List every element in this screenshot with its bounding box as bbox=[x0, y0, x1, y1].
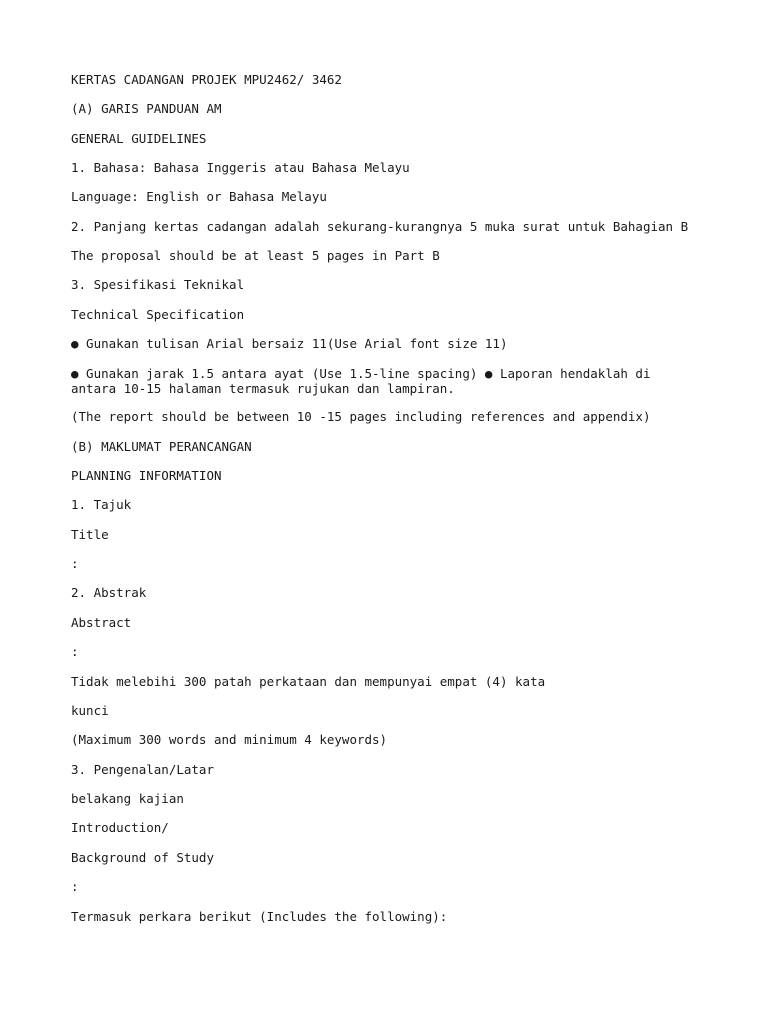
item-3-intro-cont: belakang kajian bbox=[71, 791, 184, 806]
item-3-intro-en-cont: Background of Study bbox=[71, 850, 214, 865]
section-a-heading: (A) GARIS PANDUAN AM bbox=[71, 101, 222, 116]
item-2-abstract: 2. Abstrak bbox=[71, 585, 147, 600]
guideline-3: 3. Spesifikasi Teknikal bbox=[71, 277, 245, 292]
guideline-2: 2. Panjang kertas cadangan adalah sekurang-kurangnya 5 muka surat untuk Bahagian B bbox=[71, 219, 689, 234]
bullet-font: ● Gunakan tulisan Arial bersaiz 11(Use Arial font size 11) bbox=[71, 336, 508, 351]
guideline-3-en: Technical Specification bbox=[71, 307, 245, 322]
guideline-2-en: The proposal should be at least 5 pages in Part B bbox=[71, 248, 440, 263]
includes-following: Termasuk perkara berikut (Includes the following): bbox=[71, 909, 448, 924]
item-1-title-en: Title bbox=[71, 527, 109, 542]
item-3-intro-en: Introduction/ bbox=[71, 820, 169, 835]
guideline-1: 1. Bahasa: Bahasa Inggeris atau Bahasa Melayu bbox=[71, 160, 410, 175]
bullet-spacing: ● Gunakan jarak 1.5 antara ayat (Use 1.5-line spacing) ● Laporan hendaklah di antara 10-15 halaman termasuk rujukan dan lampiran. bbox=[71, 366, 659, 396]
item-3-colon: : bbox=[71, 879, 79, 894]
report-length-en: (The report should be between 10 -15 pages including references and appendix) bbox=[71, 409, 651, 424]
item-2-colon: : bbox=[71, 644, 79, 659]
item-1-title: 1. Tajuk bbox=[71, 497, 132, 512]
abstract-note-en: (Maximum 300 words and minimum 4 keywords) bbox=[71, 732, 388, 747]
section-b-heading-en: PLANNING INFORMATION bbox=[71, 468, 222, 483]
item-2-abstract-en: Abstract bbox=[71, 615, 132, 630]
guideline-1-en: Language: English or Bahasa Melayu bbox=[71, 189, 327, 204]
document-title: KERTAS CADANGAN PROJEK MPU2462/ 3462 bbox=[71, 72, 342, 87]
item-3-intro: 3. Pengenalan/Latar bbox=[71, 762, 214, 777]
abstract-note-cont: kunci bbox=[71, 703, 109, 718]
section-b-heading: (B) MAKLUMAT PERANCANGAN bbox=[71, 439, 252, 454]
section-a-heading-en: GENERAL GUIDELINES bbox=[71, 131, 207, 146]
abstract-note: Tidak melebihi 300 patah perkataan dan mempunyai empat (4) kata bbox=[71, 674, 546, 689]
item-1-colon: : bbox=[71, 556, 79, 571]
